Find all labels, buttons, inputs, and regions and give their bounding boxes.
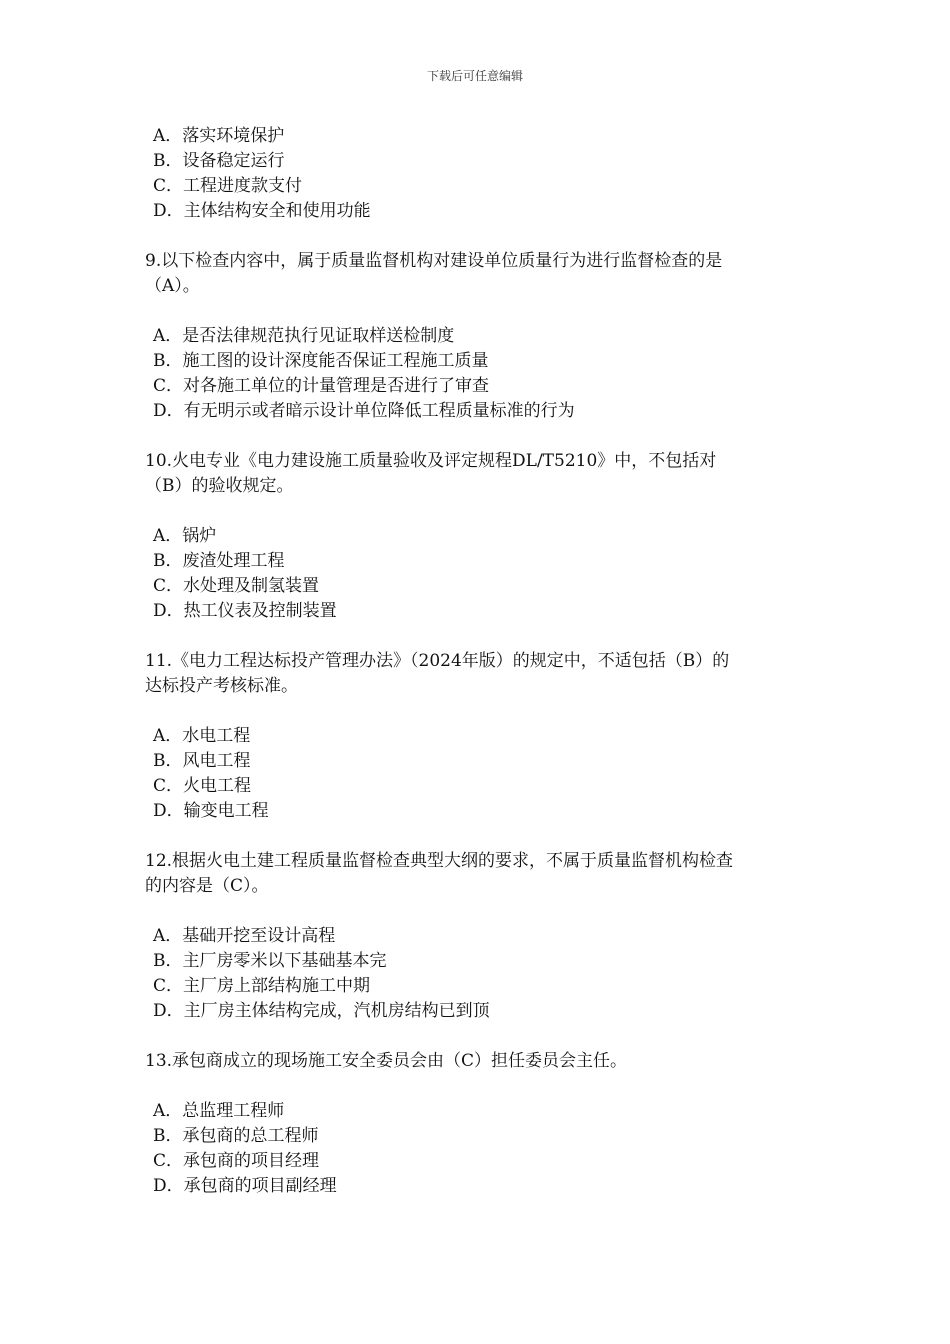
question-stem: 的内容是（C）。 [145,876,269,896]
option: C．火电工程 [153,776,252,796]
question-9 [145,249,825,424]
option: B．设备稳定运行 [153,151,285,171]
option: D．有无明示或者暗示设计单位降低工程质量标准的行为 [153,401,575,421]
question-stem: 9.以下检查内容中，属于质量监督机构对建设单位质量行为进行监督检查的是 [145,251,723,271]
option: D．热工仪表及控制装置 [153,601,337,621]
question-stem: 13.承包商成立的现场施工安全委员会由（C）担任委员会主任。 [145,1051,628,1071]
option: B．主厂房零米以下基础基本完 [153,951,387,971]
option: C．承包商的项目经理 [153,1151,320,1171]
document-body [145,124,825,1199]
option: B．废渣处理工程 [153,551,285,571]
page-header: 下载后可任意编辑 [426,69,523,83]
option: C．对各施工单位的计量管理是否进行了审查 [153,376,490,396]
question-stem: 12.根据火电土建工程质量监督检查典型大纲的要求，不属于质量监督机构检查 [145,851,734,871]
question-stem: （B）的验收规定。 [145,476,294,496]
lead-options [145,124,825,224]
option: A．基础开挖至设计高程 [153,926,336,946]
option: D．承包商的项目副经理 [153,1176,337,1196]
option: A．总监理工程师 [153,1101,285,1121]
question-stem: （A）。 [145,276,200,296]
option: C．工程进度款支付 [153,176,303,196]
option: C．水处理及制氢装置 [153,576,320,596]
option: A．锅炉 [153,526,217,546]
option: C．主厂房上部结构施工中期 [153,976,371,996]
option: A．落实环境保护 [153,126,285,146]
question-11 [145,649,825,824]
option: B．施工图的设计深度能否保证工程施工质量 [153,351,489,371]
question-13 [145,1049,825,1199]
option: B．风电工程 [153,751,251,771]
option: D．输变电工程 [153,801,269,821]
question-12 [145,849,825,1024]
option: A．是否法律规范执行见证取样送检制度 [153,326,455,346]
question-stem: 达标投产考核标准。 [145,676,298,696]
option: D．主体结构安全和使用功能 [153,201,371,221]
question-stem: 10.火电专业《电力建设施工质量验收及评定规程DL/T5210》中，不包括对 [145,451,717,471]
question-10 [145,449,825,624]
question-stem: 11.《电力工程达标投产管理办法》（2024年版）的规定中，不适包括（B）的 [145,651,730,671]
option: D．主厂房主体结构完成，汽机房结构已到顶 [153,1001,490,1021]
option: B．承包商的总工程师 [153,1126,319,1146]
option: A．水电工程 [153,726,251,746]
